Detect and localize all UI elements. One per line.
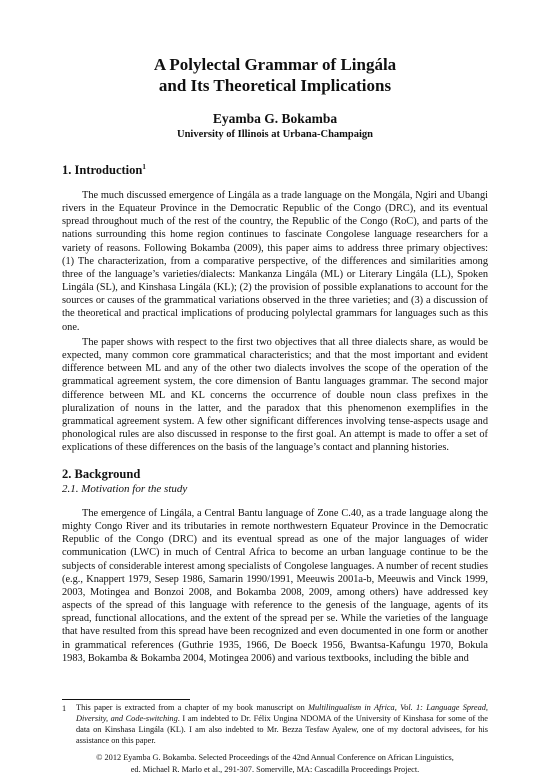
section-1-heading-text: 1. Introduction (62, 163, 143, 177)
footnote-marker: 1 (142, 163, 146, 171)
footnote-text-part-a: This paper is extracted from a chapter of my book manuscript on (76, 703, 309, 712)
footnote-separator (62, 699, 190, 700)
copyright-line-2: ed. Michael R. Marlo et al., 291-307. Somerville, MA: Cascadilla Proceedings Project. (130, 765, 420, 774)
footnote-text (76, 702, 488, 746)
footnote (62, 702, 488, 746)
paper-title-line-1: A Polylectal Grammar of Lingála (153, 55, 397, 74)
intro-paragraph-2: The paper shows with respect to the first two objectives that all three dialects share, as would be expected, many common core grammatical characteristics; and that the most important and evident difference between ML and any of the other two dialects involves the scope of the operation of the grammatical agreement system, the core dimension of Bantu languages grammar. The second major difference between ML and KL concerns the occurrence of double noun class prefixes in the pluralization of nouns in the latter, and the paradox that this phenomenon exemplifies in the grammatical agreement system. A few other significant differences involving tense-aspects usage and phonological rules are also discussed in response to the first goal. An attempt is made to offer a set of explications of these differences on the basis of the language’s contact and planning histories. (62, 337, 488, 454)
intro-paragraph-1: The much discussed emergence of Lingála as a trade language on the Mongála, Ngiri and Ubangi rivers in the Equateur Province in the Democratic Republic of the Congo (DRC), and its eventual spread throughout much of the rest of the country, the Republic of the Congo (RoC), and parts of the nations surrounding this home region continues to fascinate Congolese language researchers for a variety of reasons. Following Bokamba (2009), this paper aims to address three primary objectives: (1) The characterization, from a comparative perspective, of the differences and similarities among three of the language’s varieties/dialects: Mankanza Lingála (ML) or Literary Lingála (LL), Spoken Lingála (SL), and Kinshasa Lingála (KL); (2) the provision of possible explanations to account for the sources or causes of the grammatical variations observed in the three varieties; and (3) a discussion of the theoretical and practical implications of producing polylectal grammars for languages such as this one. (62, 190, 488, 333)
footnote-number: 1 (62, 704, 67, 713)
author-affiliation: University of Illinois at Urbana-Champaign (176, 129, 374, 140)
footnote-text-part-b: . I am indebted to Dr. Félix Ungina NDOMA of the University of Kinshasa for some of the data on Kinshasa Lingála (KL). I am also indebted to Mr. Bezza Tesfaw Ayalew, one of my doctoral advisees, for his assistance on this paper. (76, 714, 488, 746)
section-1-heading (62, 163, 146, 178)
copyright-line-1: © 2012 Eyamba G. Bokamba. Selected Proceedings of the 42nd Annual Conference on African Linguistics, (96, 753, 454, 762)
background-paragraph: The emergence of Lingála, a Central Bantu language of Zone C.40, as a trade language along the mighty Congo River and its tributaries in remote northwestern Equateur Province in the Democratic Republic of the Congo (DRC) and its eventual spread as one of the major languages of wider communication (LWC) in much of Central Africa to become an urban language continue to be the subjects of considerable interest among specialists of Congolese languages. A number of recent studies (e.g., Knappert 1979, Sesep 1986, Samarin 1990/1991, Meeuwis 2001a-b, Meeuwis and Vinck 1999, 2003, Motingea and Bonzoi 2008, and Bokamba 2008, 2009, among others) have addressed key aspects of the spread of this language with reference to the genesis of the language, agents of its spread, functional allocations, and the extent of the spread per se. While the varieties of the language that have resulted from this spread have been recognized and even documented in one form or another in grammatical references (Guthrie 1935, 1966, De Boeck 1956, Bwantsa-Kafungu 1970, Bokula 1983, Bokamba & Bokamba 2004, Motingea 2006) and various textbooks, including the bible and (62, 508, 488, 664)
section-2-heading: 2. Background (62, 467, 141, 481)
book-title: Multilingualism in Africa, Vol. 1: Language Spread, Diversity, and Code-switching (76, 703, 488, 724)
paper-title-line-2: and Its Theoretical Implications (158, 76, 392, 95)
author-name: Eyamba G. Bokamba (212, 111, 338, 126)
section-2-1-subheading: 2.1. Motivation for the study (62, 483, 188, 495)
